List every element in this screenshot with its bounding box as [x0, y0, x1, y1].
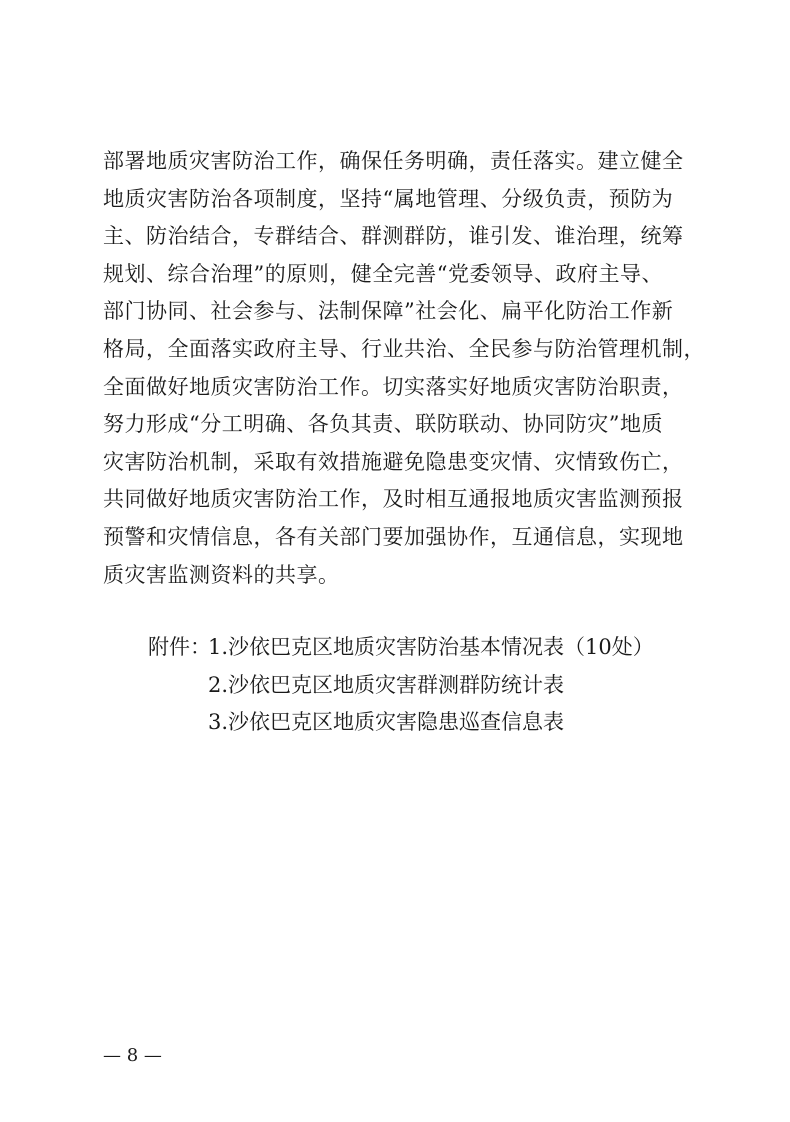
paragraph-line: 地质灾害防治各项制度，坚持“属地管理、分级负责，预防为 [103, 186, 674, 211]
page-number: — 8 — [103, 1045, 162, 1066]
paragraph-line: 格局，全面落实政府主导、行业共治、全民参与防治管理机制， [103, 336, 705, 361]
attachment-item: 1.沙依巴克区地质灾害防治基本情况表（10处） [208, 635, 654, 659]
attachments-label: 附件： [148, 635, 211, 659]
paragraph-line: 灾害防治机制，采取有效措施避免隐患变灾情、灾情致伤亡， [103, 449, 684, 474]
attachments-list [148, 629, 708, 742]
paragraph-line: 预警和灾情信息，各有关部门要加强协作，互通信息，实现地 [103, 524, 684, 549]
attachment-row [148, 629, 708, 667]
paragraph-line: 部署地质灾害防治工作，确保任务明确，责任落实。建立健全 [103, 149, 684, 173]
attachment-row [148, 667, 708, 705]
attachment-row [148, 704, 708, 742]
paragraph-line: 主、防治结合，专群结合、群测群防，谁引发、谁治理，统筹 [103, 224, 684, 249]
paragraph-line: 全面做好地质灾害防治工作。切实落实好地质灾害防治职责， [103, 374, 684, 399]
paragraph-line: 努力形成“分工明确、各负其责、联防联动、协同防灾”地质 [103, 412, 663, 437]
attachment-item: 2.沙依巴克区地质灾害群测群防统计表 [208, 672, 565, 697]
paragraph-line: 部门协同、社会参与、法制保障”社会化、扁平化防治工作新 [103, 299, 674, 324]
paragraph-line: 共同做好地质灾害防治工作，及时相互通报地质灾害监测预报 [103, 487, 684, 512]
attachment-item: 3.沙依巴克区地质灾害隐患巡查信息表 [208, 710, 565, 735]
body-paragraph [103, 143, 705, 594]
paragraph-line: 质灾害监测资料的共享。 [103, 562, 340, 587]
paragraph-line: 规划、综合治理”的原则，健全完善“党委领导、政府主导、 [103, 261, 663, 286]
